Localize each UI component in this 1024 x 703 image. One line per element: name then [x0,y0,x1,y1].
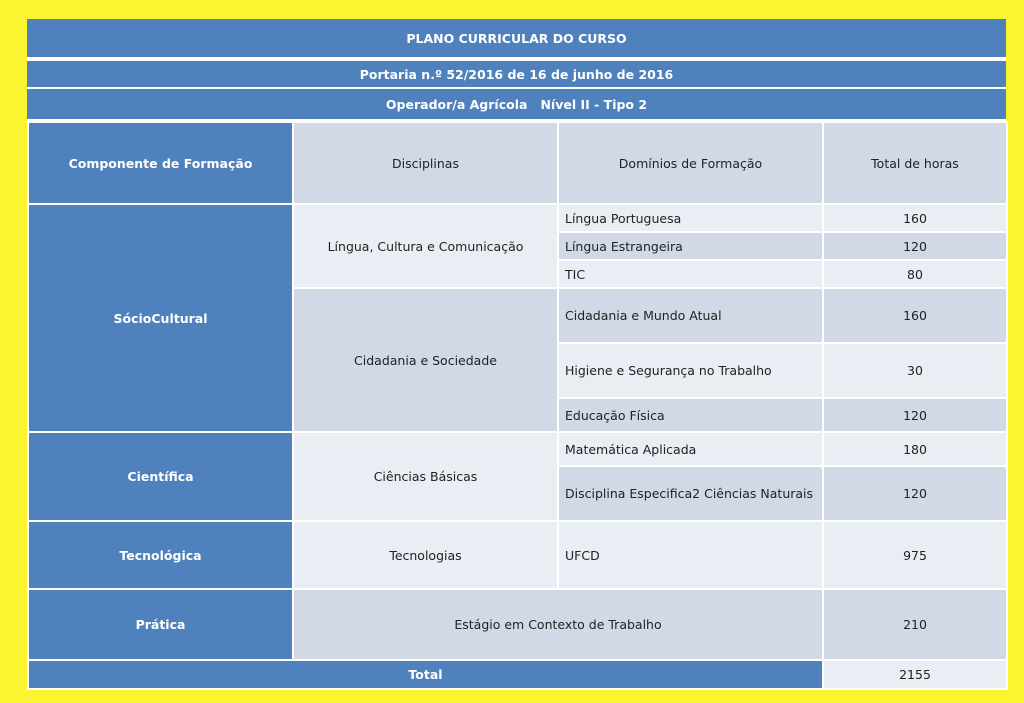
table-row [28,432,1007,466]
header-componente: Componente de Formação [28,122,293,204]
header-row [28,122,1007,204]
domain-cell: Cidadania e Mundo Atual [558,288,823,343]
hours-cell: 160 [823,288,1007,343]
component-sociocultural: SócioCultural [28,204,293,432]
component-cientifica: Científica [28,432,293,521]
hours-cell: 120 [823,398,1007,432]
domain-cell: Educação Física [558,398,823,432]
hours-cell: 180 [823,432,1007,466]
table-row [28,521,1007,589]
table-subtitle: Portaria n.º 52/2016 de 16 de junho de 2016 [27,61,1006,89]
component-tecnologica: Tecnológica [28,521,293,589]
hours-cell: 120 [823,232,1007,260]
discipline-tecnologias: Tecnologias [293,521,558,589]
domain-cell: Língua Portuguesa [558,204,823,232]
domain-cell: Matemática Aplicada [558,432,823,466]
domain-cell: Higiene e Segurança no Trabalho [558,343,823,398]
domain-cell: Disciplina Especifica2 Ciências Naturais [558,466,823,521]
discipline-cidadania: Cidadania e Sociedade [293,288,558,432]
discipline-estagio: Estágio em Contexto de Trabalho [293,589,823,660]
hours-cell: 80 [823,260,1007,288]
curriculum-frame [27,19,1006,690]
total-label: Total [28,660,823,689]
domain-cell: UFCD [558,521,823,589]
table-row [28,204,1007,232]
total-row [28,660,1007,689]
hours-cell: 210 [823,589,1007,660]
domain-cell: TIC [558,260,823,288]
component-pratica: Prática [28,589,293,660]
hours-cell: 160 [823,204,1007,232]
discipline-lingua: Língua, Cultura e Comunicação [293,204,558,288]
header-disciplinas: Disciplinas [293,122,558,204]
hours-cell: 30 [823,343,1007,398]
header-total-horas: Total de horas [823,122,1007,204]
table-title: PLANO CURRICULAR DO CURSO [27,19,1006,59]
hours-cell: 975 [823,521,1007,589]
curriculum-table [27,121,1008,690]
hours-cell: 120 [823,466,1007,521]
domain-cell: Língua Estrangeira [558,232,823,260]
total-value: 2155 [823,660,1007,689]
table-row [28,589,1007,660]
discipline-ciencias: Ciências Básicas [293,432,558,521]
course-name: Operador/a Agrícola Nível II - Tipo 2 [27,89,1006,121]
header-dominios: Domínios de Formação [558,122,823,204]
